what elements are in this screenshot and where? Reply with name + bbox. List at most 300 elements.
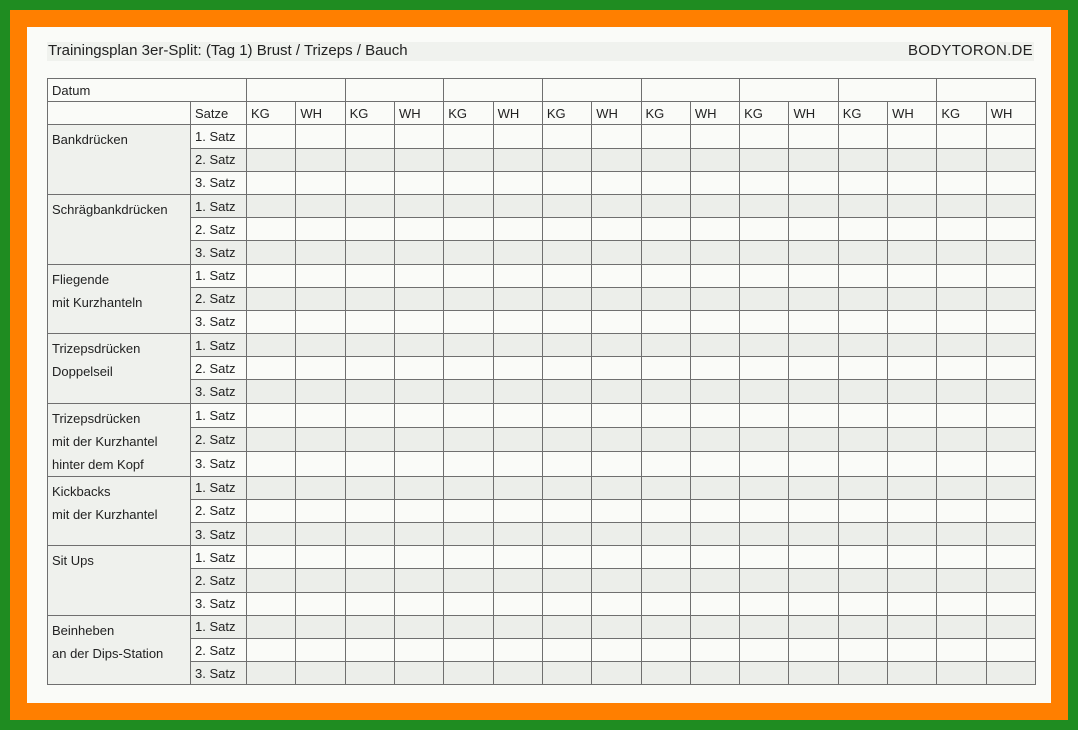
kg-entry-cell[interactable]	[937, 427, 986, 451]
wh-entry-cell[interactable]	[888, 592, 937, 615]
wh-entry-cell[interactable]	[394, 194, 443, 217]
kg-entry-cell[interactable]	[444, 523, 493, 546]
wh-entry-cell[interactable]	[394, 310, 443, 333]
date-field-session-6[interactable]	[740, 79, 839, 102]
kg-entry-cell[interactable]	[937, 264, 986, 287]
date-field-session-2[interactable]	[345, 79, 444, 102]
kg-entry-cell[interactable]	[444, 148, 493, 171]
kg-entry-cell[interactable]	[838, 287, 887, 310]
kg-entry-cell[interactable]	[740, 662, 789, 685]
kg-entry-cell[interactable]	[247, 334, 296, 357]
kg-entry-cell[interactable]	[740, 427, 789, 451]
kg-entry-cell[interactable]	[345, 592, 394, 615]
kg-entry-cell[interactable]	[838, 148, 887, 171]
kg-entry-cell[interactable]	[838, 569, 887, 592]
wh-entry-cell[interactable]	[296, 357, 345, 380]
wh-entry-cell[interactable]	[789, 546, 838, 569]
wh-entry-cell[interactable]	[986, 264, 1035, 287]
wh-entry-cell[interactable]	[986, 615, 1035, 638]
wh-entry-cell[interactable]	[493, 569, 542, 592]
date-field-session-3[interactable]	[444, 79, 543, 102]
kg-entry-cell[interactable]	[838, 638, 887, 661]
wh-entry-cell[interactable]	[394, 403, 443, 427]
kg-entry-cell[interactable]	[937, 546, 986, 569]
wh-entry-cell[interactable]	[493, 592, 542, 615]
wh-entry-cell[interactable]	[394, 241, 443, 264]
kg-entry-cell[interactable]	[542, 546, 591, 569]
wh-entry-cell[interactable]	[592, 125, 641, 148]
kg-entry-cell[interactable]	[641, 194, 690, 217]
wh-entry-cell[interactable]	[986, 476, 1035, 499]
wh-entry-cell[interactable]	[592, 218, 641, 241]
wh-entry-cell[interactable]	[789, 499, 838, 522]
kg-entry-cell[interactable]	[542, 662, 591, 685]
wh-entry-cell[interactable]	[789, 148, 838, 171]
date-field-session-8[interactable]	[937, 79, 1036, 102]
wh-entry-cell[interactable]	[592, 310, 641, 333]
wh-entry-cell[interactable]	[592, 523, 641, 546]
kg-entry-cell[interactable]	[542, 427, 591, 451]
wh-entry-cell[interactable]	[986, 241, 1035, 264]
kg-entry-cell[interactable]	[740, 171, 789, 194]
wh-entry-cell[interactable]	[296, 403, 345, 427]
kg-entry-cell[interactable]	[838, 592, 887, 615]
wh-entry-cell[interactable]	[789, 287, 838, 310]
kg-entry-cell[interactable]	[345, 287, 394, 310]
wh-entry-cell[interactable]	[493, 380, 542, 403]
kg-entry-cell[interactable]	[740, 546, 789, 569]
kg-entry-cell[interactable]	[247, 569, 296, 592]
kg-entry-cell[interactable]	[641, 638, 690, 661]
wh-entry-cell[interactable]	[592, 287, 641, 310]
kg-entry-cell[interactable]	[444, 403, 493, 427]
kg-entry-cell[interactable]	[740, 452, 789, 476]
wh-entry-cell[interactable]	[888, 403, 937, 427]
wh-entry-cell[interactable]	[690, 476, 739, 499]
kg-entry-cell[interactable]	[838, 241, 887, 264]
wh-entry-cell[interactable]	[493, 476, 542, 499]
wh-entry-cell[interactable]	[986, 287, 1035, 310]
kg-entry-cell[interactable]	[838, 125, 887, 148]
wh-entry-cell[interactable]	[690, 241, 739, 264]
wh-entry-cell[interactable]	[789, 194, 838, 217]
wh-entry-cell[interactable]	[888, 194, 937, 217]
wh-entry-cell[interactable]	[986, 125, 1035, 148]
kg-entry-cell[interactable]	[641, 287, 690, 310]
wh-entry-cell[interactable]	[592, 615, 641, 638]
kg-entry-cell[interactable]	[345, 241, 394, 264]
wh-entry-cell[interactable]	[888, 380, 937, 403]
wh-entry-cell[interactable]	[789, 638, 838, 661]
kg-entry-cell[interactable]	[838, 218, 887, 241]
kg-entry-cell[interactable]	[345, 662, 394, 685]
wh-entry-cell[interactable]	[789, 427, 838, 451]
kg-entry-cell[interactable]	[542, 403, 591, 427]
kg-entry-cell[interactable]	[740, 287, 789, 310]
kg-entry-cell[interactable]	[641, 476, 690, 499]
kg-entry-cell[interactable]	[247, 125, 296, 148]
kg-entry-cell[interactable]	[444, 427, 493, 451]
kg-entry-cell[interactable]	[937, 148, 986, 171]
kg-entry-cell[interactable]	[838, 357, 887, 380]
wh-entry-cell[interactable]	[493, 403, 542, 427]
kg-entry-cell[interactable]	[740, 264, 789, 287]
kg-entry-cell[interactable]	[641, 427, 690, 451]
wh-entry-cell[interactable]	[888, 264, 937, 287]
kg-entry-cell[interactable]	[444, 499, 493, 522]
wh-entry-cell[interactable]	[394, 357, 443, 380]
kg-entry-cell[interactable]	[247, 546, 296, 569]
wh-entry-cell[interactable]	[888, 218, 937, 241]
kg-entry-cell[interactable]	[641, 171, 690, 194]
wh-entry-cell[interactable]	[394, 287, 443, 310]
wh-entry-cell[interactable]	[690, 569, 739, 592]
wh-entry-cell[interactable]	[592, 662, 641, 685]
wh-entry-cell[interactable]	[690, 403, 739, 427]
wh-entry-cell[interactable]	[493, 662, 542, 685]
kg-entry-cell[interactable]	[740, 357, 789, 380]
wh-entry-cell[interactable]	[986, 357, 1035, 380]
kg-entry-cell[interactable]	[740, 148, 789, 171]
wh-entry-cell[interactable]	[493, 125, 542, 148]
kg-entry-cell[interactable]	[937, 334, 986, 357]
date-field-session-7[interactable]	[838, 79, 937, 102]
kg-entry-cell[interactable]	[838, 264, 887, 287]
wh-entry-cell[interactable]	[592, 357, 641, 380]
wh-entry-cell[interactable]	[888, 452, 937, 476]
kg-entry-cell[interactable]	[345, 499, 394, 522]
kg-entry-cell[interactable]	[937, 592, 986, 615]
wh-entry-cell[interactable]	[986, 148, 1035, 171]
wh-entry-cell[interactable]	[690, 546, 739, 569]
wh-entry-cell[interactable]	[394, 171, 443, 194]
wh-entry-cell[interactable]	[592, 499, 641, 522]
wh-entry-cell[interactable]	[296, 148, 345, 171]
wh-entry-cell[interactable]	[296, 499, 345, 522]
kg-entry-cell[interactable]	[641, 125, 690, 148]
wh-entry-cell[interactable]	[296, 241, 345, 264]
kg-entry-cell[interactable]	[444, 476, 493, 499]
wh-entry-cell[interactable]	[296, 287, 345, 310]
wh-entry-cell[interactable]	[986, 380, 1035, 403]
wh-entry-cell[interactable]	[592, 427, 641, 451]
wh-entry-cell[interactable]	[690, 310, 739, 333]
kg-entry-cell[interactable]	[345, 452, 394, 476]
kg-entry-cell[interactable]	[247, 310, 296, 333]
wh-entry-cell[interactable]	[789, 403, 838, 427]
wh-entry-cell[interactable]	[986, 194, 1035, 217]
wh-entry-cell[interactable]	[592, 452, 641, 476]
kg-entry-cell[interactable]	[345, 194, 394, 217]
kg-entry-cell[interactable]	[937, 194, 986, 217]
wh-entry-cell[interactable]	[888, 615, 937, 638]
wh-entry-cell[interactable]	[592, 569, 641, 592]
kg-entry-cell[interactable]	[444, 357, 493, 380]
wh-entry-cell[interactable]	[296, 194, 345, 217]
kg-entry-cell[interactable]	[444, 334, 493, 357]
wh-entry-cell[interactable]	[986, 569, 1035, 592]
kg-entry-cell[interactable]	[444, 592, 493, 615]
kg-entry-cell[interactable]	[345, 218, 394, 241]
kg-entry-cell[interactable]	[345, 357, 394, 380]
kg-entry-cell[interactable]	[838, 499, 887, 522]
wh-entry-cell[interactable]	[789, 125, 838, 148]
kg-entry-cell[interactable]	[542, 241, 591, 264]
wh-entry-cell[interactable]	[493, 546, 542, 569]
kg-entry-cell[interactable]	[247, 499, 296, 522]
wh-entry-cell[interactable]	[296, 452, 345, 476]
kg-entry-cell[interactable]	[937, 171, 986, 194]
wh-entry-cell[interactable]	[394, 380, 443, 403]
wh-entry-cell[interactable]	[296, 310, 345, 333]
kg-entry-cell[interactable]	[740, 403, 789, 427]
kg-entry-cell[interactable]	[247, 194, 296, 217]
wh-entry-cell[interactable]	[296, 523, 345, 546]
wh-entry-cell[interactable]	[394, 125, 443, 148]
kg-entry-cell[interactable]	[740, 380, 789, 403]
kg-entry-cell[interactable]	[937, 287, 986, 310]
wh-entry-cell[interactable]	[394, 615, 443, 638]
wh-entry-cell[interactable]	[592, 334, 641, 357]
kg-entry-cell[interactable]	[937, 499, 986, 522]
wh-entry-cell[interactable]	[789, 523, 838, 546]
kg-entry-cell[interactable]	[542, 569, 591, 592]
kg-entry-cell[interactable]	[247, 264, 296, 287]
kg-entry-cell[interactable]	[247, 171, 296, 194]
kg-entry-cell[interactable]	[345, 615, 394, 638]
kg-entry-cell[interactable]	[345, 171, 394, 194]
wh-entry-cell[interactable]	[394, 546, 443, 569]
kg-entry-cell[interactable]	[641, 264, 690, 287]
kg-entry-cell[interactable]	[345, 310, 394, 333]
kg-entry-cell[interactable]	[740, 241, 789, 264]
wh-entry-cell[interactable]	[789, 218, 838, 241]
kg-entry-cell[interactable]	[937, 615, 986, 638]
kg-entry-cell[interactable]	[345, 125, 394, 148]
wh-entry-cell[interactable]	[690, 148, 739, 171]
kg-entry-cell[interactable]	[444, 310, 493, 333]
kg-entry-cell[interactable]	[641, 403, 690, 427]
kg-entry-cell[interactable]	[542, 310, 591, 333]
kg-entry-cell[interactable]	[345, 638, 394, 661]
kg-entry-cell[interactable]	[542, 287, 591, 310]
kg-entry-cell[interactable]	[641, 499, 690, 522]
kg-entry-cell[interactable]	[247, 615, 296, 638]
wh-entry-cell[interactable]	[296, 171, 345, 194]
kg-entry-cell[interactable]	[542, 171, 591, 194]
wh-entry-cell[interactable]	[296, 592, 345, 615]
kg-entry-cell[interactable]	[542, 380, 591, 403]
wh-entry-cell[interactable]	[789, 452, 838, 476]
wh-entry-cell[interactable]	[690, 615, 739, 638]
kg-entry-cell[interactable]	[444, 264, 493, 287]
kg-entry-cell[interactable]	[838, 523, 887, 546]
wh-entry-cell[interactable]	[690, 357, 739, 380]
wh-entry-cell[interactable]	[493, 499, 542, 522]
kg-entry-cell[interactable]	[937, 380, 986, 403]
wh-entry-cell[interactable]	[888, 310, 937, 333]
kg-entry-cell[interactable]	[838, 380, 887, 403]
wh-entry-cell[interactable]	[296, 638, 345, 661]
kg-entry-cell[interactable]	[740, 638, 789, 661]
wh-entry-cell[interactable]	[296, 218, 345, 241]
wh-entry-cell[interactable]	[986, 592, 1035, 615]
kg-entry-cell[interactable]	[740, 523, 789, 546]
kg-entry-cell[interactable]	[542, 264, 591, 287]
kg-entry-cell[interactable]	[247, 148, 296, 171]
kg-entry-cell[interactable]	[542, 194, 591, 217]
wh-entry-cell[interactable]	[690, 638, 739, 661]
kg-entry-cell[interactable]	[345, 334, 394, 357]
wh-entry-cell[interactable]	[592, 403, 641, 427]
kg-entry-cell[interactable]	[937, 403, 986, 427]
kg-entry-cell[interactable]	[444, 241, 493, 264]
kg-entry-cell[interactable]	[542, 218, 591, 241]
kg-entry-cell[interactable]	[542, 148, 591, 171]
wh-entry-cell[interactable]	[493, 638, 542, 661]
kg-entry-cell[interactable]	[247, 427, 296, 451]
wh-entry-cell[interactable]	[888, 171, 937, 194]
wh-entry-cell[interactable]	[394, 452, 443, 476]
wh-entry-cell[interactable]	[592, 592, 641, 615]
wh-entry-cell[interactable]	[394, 499, 443, 522]
wh-entry-cell[interactable]	[690, 334, 739, 357]
wh-entry-cell[interactable]	[592, 476, 641, 499]
kg-entry-cell[interactable]	[247, 638, 296, 661]
kg-entry-cell[interactable]	[444, 662, 493, 685]
wh-entry-cell[interactable]	[789, 334, 838, 357]
wh-entry-cell[interactable]	[986, 546, 1035, 569]
kg-entry-cell[interactable]	[641, 452, 690, 476]
wh-entry-cell[interactable]	[690, 125, 739, 148]
kg-entry-cell[interactable]	[937, 357, 986, 380]
kg-entry-cell[interactable]	[740, 194, 789, 217]
kg-entry-cell[interactable]	[641, 569, 690, 592]
wh-entry-cell[interactable]	[789, 662, 838, 685]
wh-entry-cell[interactable]	[789, 592, 838, 615]
wh-entry-cell[interactable]	[690, 499, 739, 522]
kg-entry-cell[interactable]	[740, 592, 789, 615]
kg-entry-cell[interactable]	[740, 125, 789, 148]
date-field-session-1[interactable]	[247, 79, 346, 102]
wh-entry-cell[interactable]	[888, 287, 937, 310]
wh-entry-cell[interactable]	[493, 148, 542, 171]
wh-entry-cell[interactable]	[296, 380, 345, 403]
kg-entry-cell[interactable]	[838, 403, 887, 427]
kg-entry-cell[interactable]	[247, 523, 296, 546]
kg-entry-cell[interactable]	[345, 427, 394, 451]
kg-entry-cell[interactable]	[345, 546, 394, 569]
wh-entry-cell[interactable]	[690, 380, 739, 403]
kg-entry-cell[interactable]	[641, 218, 690, 241]
kg-entry-cell[interactable]	[444, 452, 493, 476]
kg-entry-cell[interactable]	[345, 476, 394, 499]
wh-entry-cell[interactable]	[888, 638, 937, 661]
wh-entry-cell[interactable]	[394, 569, 443, 592]
wh-entry-cell[interactable]	[789, 380, 838, 403]
wh-entry-cell[interactable]	[493, 334, 542, 357]
wh-entry-cell[interactable]	[789, 310, 838, 333]
kg-entry-cell[interactable]	[247, 452, 296, 476]
kg-entry-cell[interactable]	[345, 264, 394, 287]
kg-entry-cell[interactable]	[641, 615, 690, 638]
kg-entry-cell[interactable]	[542, 125, 591, 148]
wh-entry-cell[interactable]	[986, 334, 1035, 357]
wh-entry-cell[interactable]	[690, 287, 739, 310]
wh-entry-cell[interactable]	[690, 427, 739, 451]
kg-entry-cell[interactable]	[937, 638, 986, 661]
wh-entry-cell[interactable]	[888, 241, 937, 264]
kg-entry-cell[interactable]	[838, 194, 887, 217]
kg-entry-cell[interactable]	[444, 194, 493, 217]
kg-entry-cell[interactable]	[740, 499, 789, 522]
wh-entry-cell[interactable]	[394, 662, 443, 685]
kg-entry-cell[interactable]	[444, 171, 493, 194]
wh-entry-cell[interactable]	[690, 264, 739, 287]
kg-entry-cell[interactable]	[444, 218, 493, 241]
wh-entry-cell[interactable]	[789, 264, 838, 287]
wh-entry-cell[interactable]	[493, 452, 542, 476]
wh-entry-cell[interactable]	[296, 334, 345, 357]
wh-entry-cell[interactable]	[296, 264, 345, 287]
wh-entry-cell[interactable]	[493, 427, 542, 451]
wh-entry-cell[interactable]	[789, 171, 838, 194]
kg-entry-cell[interactable]	[345, 523, 394, 546]
wh-entry-cell[interactable]	[394, 264, 443, 287]
kg-entry-cell[interactable]	[542, 638, 591, 661]
kg-entry-cell[interactable]	[838, 662, 887, 685]
wh-entry-cell[interactable]	[592, 380, 641, 403]
wh-entry-cell[interactable]	[394, 638, 443, 661]
wh-entry-cell[interactable]	[986, 310, 1035, 333]
wh-entry-cell[interactable]	[888, 523, 937, 546]
kg-entry-cell[interactable]	[937, 310, 986, 333]
date-field-session-5[interactable]	[641, 79, 740, 102]
kg-entry-cell[interactable]	[937, 523, 986, 546]
wh-entry-cell[interactable]	[888, 476, 937, 499]
kg-entry-cell[interactable]	[937, 476, 986, 499]
wh-entry-cell[interactable]	[493, 241, 542, 264]
kg-entry-cell[interactable]	[247, 287, 296, 310]
wh-entry-cell[interactable]	[888, 148, 937, 171]
kg-entry-cell[interactable]	[247, 357, 296, 380]
wh-entry-cell[interactable]	[888, 357, 937, 380]
kg-entry-cell[interactable]	[838, 546, 887, 569]
wh-entry-cell[interactable]	[888, 662, 937, 685]
kg-entry-cell[interactable]	[838, 476, 887, 499]
wh-entry-cell[interactable]	[394, 523, 443, 546]
wh-entry-cell[interactable]	[296, 615, 345, 638]
kg-entry-cell[interactable]	[838, 334, 887, 357]
kg-entry-cell[interactable]	[345, 403, 394, 427]
kg-entry-cell[interactable]	[740, 218, 789, 241]
kg-entry-cell[interactable]	[740, 615, 789, 638]
wh-entry-cell[interactable]	[986, 218, 1035, 241]
kg-entry-cell[interactable]	[641, 148, 690, 171]
kg-entry-cell[interactable]	[542, 476, 591, 499]
kg-entry-cell[interactable]	[937, 569, 986, 592]
wh-entry-cell[interactable]	[493, 310, 542, 333]
kg-entry-cell[interactable]	[542, 499, 591, 522]
kg-entry-cell[interactable]	[247, 218, 296, 241]
kg-entry-cell[interactable]	[542, 592, 591, 615]
wh-entry-cell[interactable]	[690, 171, 739, 194]
wh-entry-cell[interactable]	[493, 194, 542, 217]
kg-entry-cell[interactable]	[740, 569, 789, 592]
kg-entry-cell[interactable]	[345, 380, 394, 403]
kg-entry-cell[interactable]	[838, 615, 887, 638]
wh-entry-cell[interactable]	[296, 125, 345, 148]
